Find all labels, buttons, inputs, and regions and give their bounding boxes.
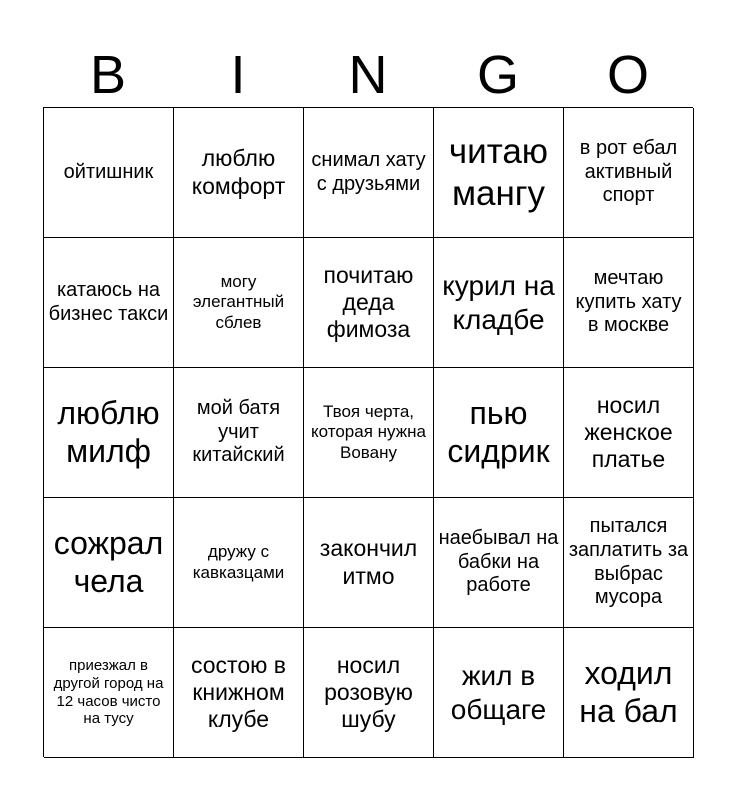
bingo-cell[interactable]: курил на кладбе — [434, 238, 564, 368]
bingo-cell[interactable]: ойтишник — [44, 108, 174, 238]
bingo-header — [43, 44, 693, 106]
bingo-cell[interactable]: жил в общаге — [434, 628, 564, 758]
header-letter-g: G — [476, 45, 519, 105]
bingo-cell[interactable]: в рот ебал активный спорт — [564, 108, 694, 238]
bingo-cell[interactable]: дружу с кавказцами — [174, 498, 304, 628]
bingo-cell[interactable]: сожрал чела — [44, 498, 174, 628]
bingo-cell[interactable]: состою в книжном клубе — [174, 628, 304, 758]
bingo-cell[interactable]: Твоя черта, которая нужна Вовану — [304, 368, 434, 498]
bingo-cell[interactable]: пью сидрик — [434, 368, 564, 498]
bingo-cell[interactable]: снимал хату с друзьями — [304, 108, 434, 238]
bingo-cell[interactable]: люблю комфорт — [174, 108, 304, 238]
header-letter-o: O — [606, 45, 649, 105]
bingo-cell[interactable]: носил женское платье — [564, 368, 694, 498]
bingo-cell[interactable]: закончил итмо — [304, 498, 434, 628]
bingo-cell[interactable]: могу элегантный сблев — [174, 238, 304, 368]
bingo-cell[interactable]: мечтаю купить хату в москве — [564, 238, 694, 368]
bingo-cell[interactable]: наебывал на бабки на работе — [434, 498, 564, 628]
bingo-cell[interactable]: люблю милф — [44, 368, 174, 498]
bingo-cell[interactable]: почитаю деда фимоза — [304, 238, 434, 368]
bingo-cell[interactable]: катаюсь на бизнес такси — [44, 238, 174, 368]
bingo-cell[interactable]: мой батя учит китайский — [174, 368, 304, 498]
header-letter-i: I — [230, 45, 246, 105]
bingo-cell[interactable]: ходил на бал — [564, 628, 694, 758]
bingo-cell[interactable]: носил розовую шубу — [304, 628, 434, 758]
header-letter-b: B — [89, 45, 127, 105]
bingo-grid — [43, 107, 693, 757]
bingo-cell[interactable]: читаю мангу — [434, 108, 564, 238]
bingo-cell[interactable]: пытался заплатить за выбрас мусора — [564, 498, 694, 628]
header-letter-n: N — [348, 45, 388, 105]
bingo-cell[interactable]: приезжал в другой город на 12 часов чисто на тусу — [44, 628, 174, 758]
